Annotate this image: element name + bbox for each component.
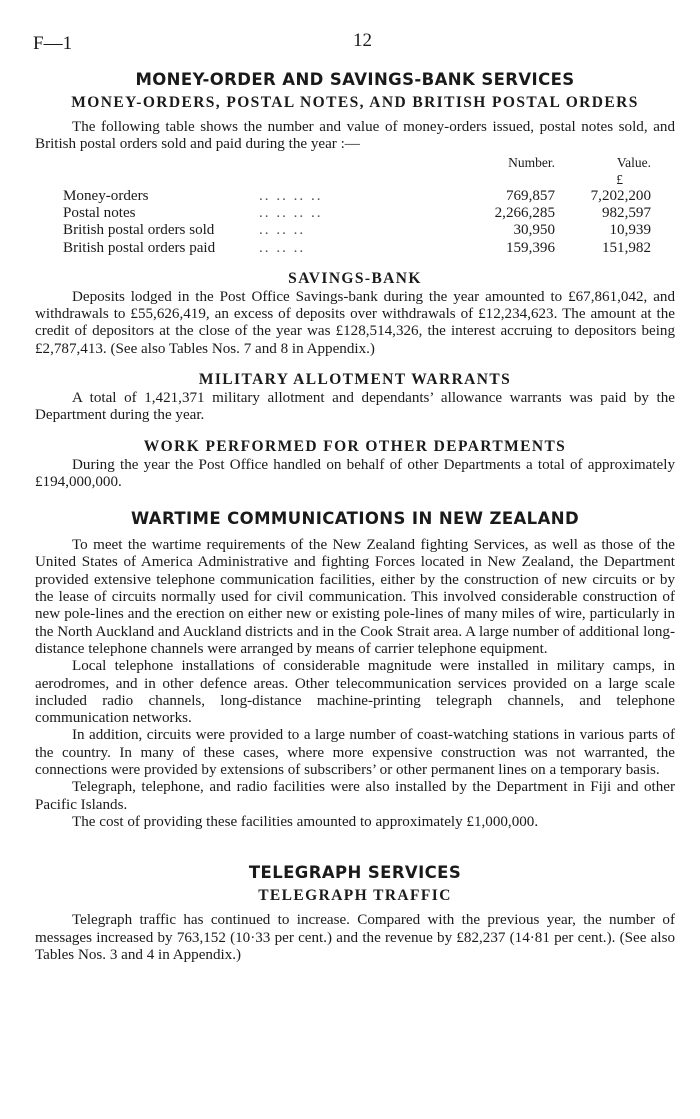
money-order-section-title: MONEY-ORDER AND SAVINGS-BANK SERVICES (135, 70, 575, 89)
money-order-table (63, 154, 651, 257)
savings-bank-title: SAVINGS-BANK (288, 269, 422, 287)
page-content (35, 68, 675, 964)
table-row (63, 240, 651, 257)
page-number: 12 (353, 30, 372, 51)
document-code: F—1 (33, 33, 73, 54)
telegraph-traffic-text: Telegraph traffic has continued to increase. Compared with the previous year, the number of messages increased by 763,152 (10·33 per cent.) and the revenue by £82,237 (14·81 per cent.). (See also Tables Nos. 3 and 4 in Appendix.) (35, 912, 675, 963)
row-number: 769,857 (505, 188, 555, 204)
telegraph-services-title: TELEGRAPH SERVICES (248, 863, 462, 883)
row-number: 30,950 (513, 222, 555, 239)
savings-bank-text: Deposits lodged in the Post Office Savings-bank during the year amounted to £67,861,042, and withdrawals to £55,626,419, an excess of deposits over withdrawals of £12,234,623. The amount at the credit of depositors at the close of the year was £128,514,326, the interest accruing to depositors being £2,787,413. (See also Tables Nos. 7 and 8 in Appendix.) (35, 288, 675, 357)
table-row (63, 188, 651, 205)
column-header-number: Number. (508, 154, 555, 170)
work-other-departments-title: WORK PERFORMED FOR OTHER DEPARTMENTS (143, 437, 567, 455)
military-allotment-text: A total of 1,421,371 military allotment and dependants’ allowance warrants was paid by the Department during the year. (35, 390, 675, 424)
leader-dots: .. .. .. .. (259, 205, 323, 222)
wartime-communications-title: WARTIME COMMUNICATIONS IN NEW ZEALAND (130, 509, 580, 529)
leader-dots: .. .. .. (259, 239, 306, 256)
wartime-paragraph: To meet the wartime requirements of the New Zealand fighting Services, as well as those of the United States of America Administrative and fighting Forces located in New Zealand, the Department provided extensive telephone communication facilities, either by the construction of new circuits or by the lease of circuits normally used for civil communication. This involved considerable construction of new pole-lines and the erection on either new or existing pole-lines of many miles of wire, particularly in the North Auckland and Auckland districts and in the Cook Strait area. A large number of additional long-distance telephone channels were arranged by means of carrier telephone equipment. (35, 537, 675, 657)
column-header-value: Value. (616, 154, 651, 170)
row-value: 982,597 (601, 205, 651, 222)
military-allotment-title: MILITARY ALLOTMENT WARRANTS (198, 371, 512, 388)
row-label: British postal orders paid (63, 239, 216, 256)
row-number: 2,266,285 (494, 205, 555, 222)
row-value: 10,939 (609, 222, 651, 239)
leader-dots: .. .. .. .. (259, 188, 323, 204)
work-other-departments-text: During the year the Post Office handled on behalf of other Departments a total of approximately £194,000,000. (35, 456, 675, 490)
row-label: Postal notes (63, 205, 136, 222)
row-value: 151,982 (601, 239, 651, 256)
leader-dots: .. .. .. (259, 222, 306, 239)
column-unit-pound: £ (616, 171, 623, 187)
telegraph-traffic-subtitle: TELEGRAPH TRAFFIC (258, 887, 452, 905)
row-value: 7,202,200 (590, 188, 651, 204)
money-order-subtitle: MONEY-ORDERS, POSTAL NOTES, AND BRITISH POSTAL ORDERS (71, 94, 639, 111)
table-row (63, 205, 651, 222)
wartime-paragraph: In addition, circuits were provided to a large number of coast-watching stations in various parts of the country. In many of these cases, where more expensive construction was not warranted, the connections were provided by extensions of subscribers’ or other permanent lines on a temporary basis. (35, 727, 675, 779)
row-label: Money-orders (63, 188, 149, 204)
wartime-paragraph: Local telephone installations of considerable magnitude were installed in military camps, in aerodromes, and in other defence areas. Other telecommunication services provided on a large scale included radio channels, long-distance machine-printing telegraph channels, and telephone communication networks. (35, 658, 675, 727)
wartime-paragraph: The cost of providing these facilities amounted to approximately £1,000,000. (72, 813, 539, 830)
wartime-paragraph: Telegraph, telephone, and radio facilities were also installed by the Department in Fiji and other Pacific Islands. (35, 779, 675, 813)
row-label: British postal orders sold (63, 222, 215, 239)
table-row (63, 222, 651, 239)
money-order-intro: The following table shows the number and value of money-orders issued, postal notes sold, and British postal orders sold and paid during the year :— (35, 119, 675, 153)
row-number: 159,396 (505, 239, 555, 256)
